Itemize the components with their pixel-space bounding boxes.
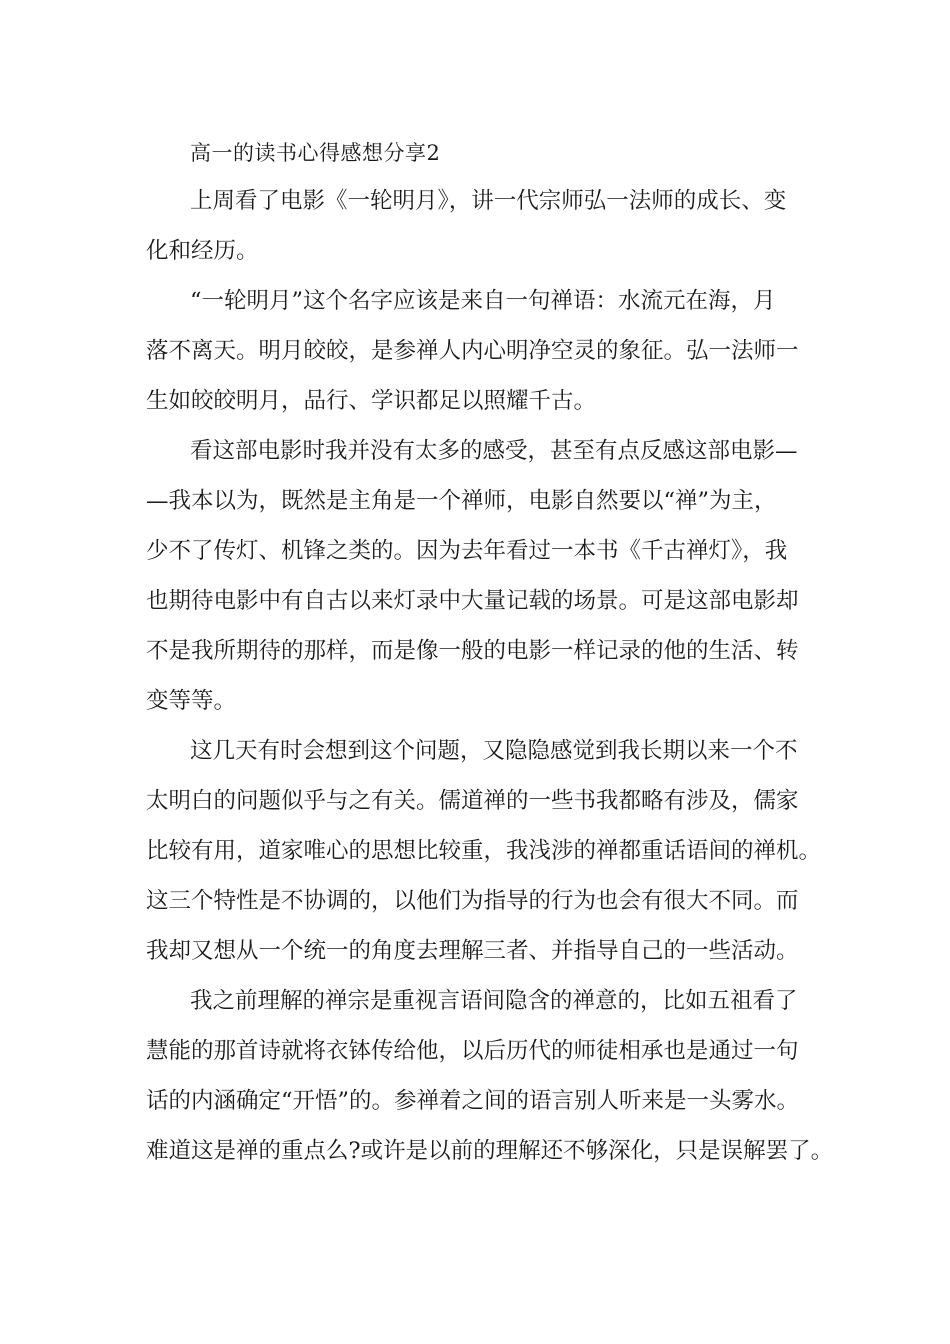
text-line: “一轮明月”这个名字应该是来自一句禅语：水流元在海，月 (190, 288, 776, 314)
text-line: 这几天有时会想到这个问题，又隐隐感觉到我长期以来一个不 (190, 738, 798, 764)
text-line: 化和经历。 (146, 238, 259, 264)
text-line: 这三个特性是不协调的，以他们为指导的行为也会有很大不同。而 (146, 888, 799, 914)
text-line: 看这部电影时我并没有太多的感受，甚至有点反感这部电影— (190, 438, 798, 464)
text-line: 我之前理解的禅宗是重视言语间隐含的禅意的，比如五祖看了 (190, 988, 798, 1014)
text-line: 变等等。 (146, 688, 237, 714)
text-line: 不是我所期待的那样，而是像一般的电影一样记录的他的生活、转 (146, 638, 799, 664)
text-line: 上周看了电影《一轮明月》，讲一代宗师弘一法师的成长、变 (190, 188, 787, 214)
text-line: —我本以为，既然是主角是一个禅师，电影自然要以“禅”为主， (146, 488, 777, 514)
text-line: 生如皎皎明月，品行、学识都足以照耀千古。 (146, 388, 597, 414)
text-line: 比较有用，道家唯心的思想比较重，我浅涉的禅都重话语间的禅机。 (146, 838, 822, 864)
text-line: 也期待电影中有自古以来灯录中大量记载的场景。可是这部电影却 (146, 588, 799, 614)
text-line: 难道这是禅的重点么?或许是以前的理解还不够深化，只是误解罢了。 (146, 1138, 834, 1164)
text-line: 慧能的那首诗就将衣钵传给他，以后历代的师徒相承也是通过一句 (146, 1038, 799, 1064)
text-line: 我却又想从一个统一的角度去理解三者、并指导自己的一些活动。 (146, 938, 799, 964)
text-line: 少不了传灯、机锋之类的。因为去年看过一本书《千古禅灯》，我 (146, 538, 788, 564)
text-line: 落不离天。明月皎皎，是参禅人内心明净空灵的象征。弘一法师一 (146, 338, 799, 364)
text-line: 太明白的问题似乎与之有关。儒道禅的一些书我都略有涉及，儒家 (146, 788, 799, 814)
text-line: 话的内涵确定“开悟”的。参禅着之间的语言别人听来是一头雾水。 (146, 1088, 800, 1114)
document-title: 高一的读书心得感想分享2 (190, 141, 441, 165)
